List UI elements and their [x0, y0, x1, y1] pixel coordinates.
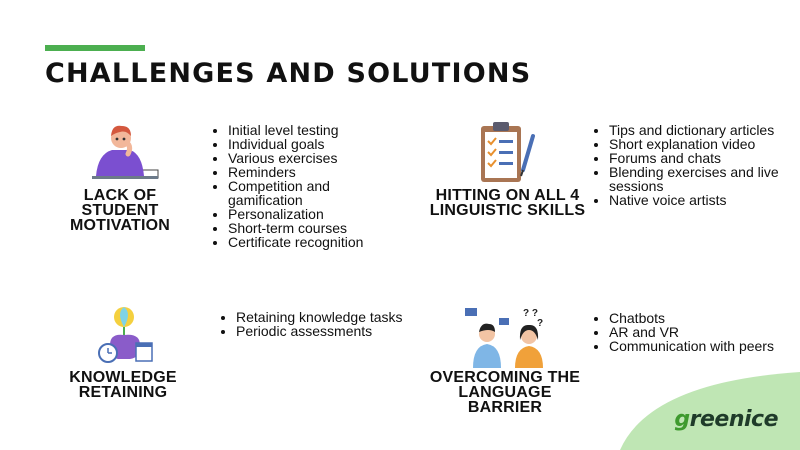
list-item: • Chatbots — [609, 311, 784, 325]
list-item: • Personalization — [228, 207, 398, 221]
list-item: • Short explanation video — [609, 137, 784, 151]
list-item: • Tips and dictionary articles — [609, 123, 784, 137]
brain-plant-icon — [96, 305, 156, 367]
solution-list — [218, 310, 411, 338]
list-item: • Native voice artists — [609, 193, 784, 207]
solution-list — [591, 123, 784, 207]
list-item: • Various exercises — [228, 151, 398, 165]
page-title: CHALLENGES AND SOLUTIONS — [45, 58, 532, 89]
card-title: HITTING ON ALL 4 LINGUISTIC SKILLS — [429, 187, 586, 219]
list-item: • Periodic assessments — [236, 324, 411, 338]
greenice-logo: greenice — [674, 407, 778, 432]
svg-text:?: ? — [537, 318, 544, 329]
list-item: • Retaining knowledge tasks — [236, 310, 411, 324]
list-item: • Initial level testing — [228, 123, 398, 137]
list-item: • Competition and gamification — [228, 179, 398, 207]
list-item: • Short-term courses — [228, 221, 398, 235]
solution-list — [210, 123, 398, 249]
title-accent-bar — [45, 45, 145, 51]
list-item: • Reminders — [228, 165, 398, 179]
card-title: KNOWLEDGE RETAINING — [69, 369, 177, 401]
list-item: • Forums and chats — [609, 151, 784, 165]
solution-list — [591, 311, 784, 353]
clipboard-checklist-icon — [473, 120, 543, 184]
list-item: • Individual goals — [228, 137, 398, 151]
list-item: • Communication with peers — [609, 339, 784, 353]
svg-text:? ?: ? ? — [523, 308, 538, 319]
two-people-talking-icon — [463, 306, 555, 368]
list-item: • Blending exercises and live sessions — [609, 165, 784, 193]
list-item: • Certificate recognition — [228, 235, 398, 249]
list-item: • AR and VR — [609, 325, 784, 339]
card-title: LACK OF STUDENT MOTIVATION — [69, 187, 171, 234]
student-at-desk-icon — [90, 120, 160, 182]
card-title: OVERCOMING THE LANGUAGE BARRIER — [429, 369, 581, 416]
